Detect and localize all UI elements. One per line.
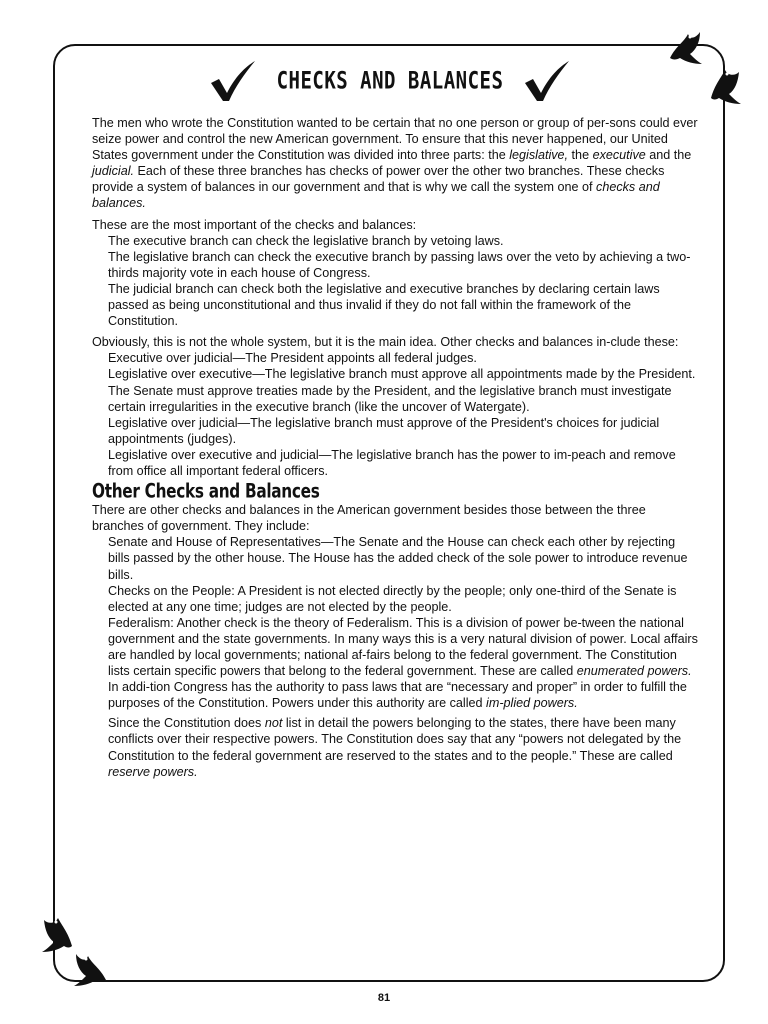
list-item: The judicial branch can check both the legislative and executive branches by declaring certain laws passed as being unconstitutional and thus invalid if they do not fall within the framework of the Constitution. (108, 281, 660, 329)
term-implied-powers: im-plied powers. (486, 696, 578, 711)
list-item: Legislative over executive—The legislative branch must approve all appointments made by the President. The Senate must approve treaties made by the President, and the legislative branch must investigate certain irregularities in the executive branch (like the uncover of Watergate). (108, 367, 696, 414)
federalism-text: In addi-tion Congress has the authority to pass laws that are “necessary and proper” in order to fulfill the purposes of the Constitution. Powers under this authority are called (108, 680, 687, 711)
list-item: The executive branch can check the legislative branch by vetoing laws. (108, 233, 504, 248)
section-heading: Other Checks and Balances (92, 480, 320, 504)
list-item-federalism (108, 615, 700, 712)
section-lead: There are other checks and balances in the American government besides those between the three branches of government. They include: (92, 503, 646, 534)
federalism-text: Federalism: Another check is the theory of Federalism. This is a division of power be-tween the national government and the state governments. In many ways this is a very natural division of power. Local affairs are handled by local governments; national af-fairs belong to the federal government. The Constitution lists certain specific powers that belong to the federal government. These are called (108, 615, 698, 679)
list-item: Legislative over judicial—The legislative branch must approve of the President's choices for judicial appointments (judges). (108, 415, 660, 446)
term-enumerated-powers: enumerated powers. (576, 664, 692, 679)
section-list (92, 534, 700, 779)
term-not: not (264, 716, 283, 731)
list-item: The legislative branch can check the executive branch by passing laws over the veto by achieving a two-thirds majority vote in each house of Congress. (108, 249, 691, 280)
intro-paragraph (92, 115, 700, 212)
important-list (92, 233, 700, 330)
page-number: 81 (377, 992, 391, 1004)
list-item-senate-house: Senate and House of Representatives—The Senate and the House can check each other by rejecting bills passed by the other house. The House has the added check of the sole power to introduce revenue bills. (108, 535, 688, 582)
checkmark-icon (209, 59, 257, 103)
reserve-text: Since the Constitution does (108, 716, 265, 731)
term-reserve-powers: reserve powers. (108, 764, 198, 779)
term-legislative: legislative, (509, 148, 569, 163)
intro-text: the (568, 148, 593, 163)
intro-text: and the (645, 148, 692, 163)
other-checks-list (92, 350, 700, 479)
important-lead: These are the most important of the checks and balances: (92, 217, 417, 232)
document-body (92, 115, 700, 780)
list-item-reserve-powers (108, 715, 700, 779)
eagle-icon (705, 64, 745, 108)
checkmark-icon (523, 59, 571, 103)
reserve-text: list in detail the powers belonging to the states, there have been many conflicts over their respective powers. The Constitution does say that any “powers not delegated by the Constitution to the federal government are reserved to the states and to the people.” These are called (108, 716, 682, 763)
term-checks-and-balances: checks and balances. (92, 180, 660, 211)
term-judicial: judicial. (92, 164, 134, 179)
other-checks-lead: Obviously, this is not the whole system, but it is the main idea. Other checks and balances in-clude these: (92, 335, 679, 350)
term-executive: executive (592, 148, 646, 163)
list-item: Legislative over executive and judicial—The legislative branch has the power to im-peach and remove from office all important federal officers. (108, 447, 676, 478)
intro-text: Each of these three branches has checks of power over the other two branches. These checks provide a system of balances in our government and that is why we call the system one of (92, 164, 665, 195)
intro-text: The men who wrote the Constitution wanted to be certain that no one person or group of per-sons could ever seize power and control the new American government. To ensure that this never happened, our United States government under the Constitution was divided into three parts: the (92, 116, 698, 163)
page-title: CHECKS AND BALANCES (276, 67, 504, 95)
list-item: Executive over judicial—The President appoints all federal judges. (108, 351, 477, 366)
list-item-checks-on-people: Checks on the People: A President is not elected directly by the people; only one-third of the Senate is elected at any one time; judges are not elected by the people. (108, 583, 677, 614)
title-row (90, 58, 690, 104)
eagle-icon (70, 950, 110, 990)
